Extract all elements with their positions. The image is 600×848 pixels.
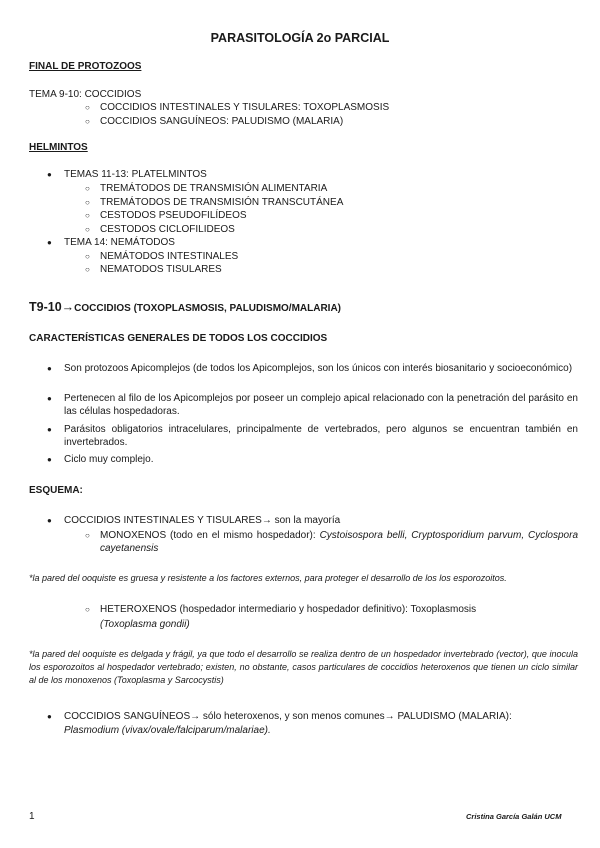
list-item: Pertenecen al filo de los Apicomplejos por poseer un complejo apical relacionado con la penetración del parásito en las células hospedadoras. [64,393,578,417]
tema-11-13: TEMAS 11-13: PLATELMINTOS [64,169,207,180]
bullet-icon: ● [47,238,52,247]
list-item: NEMÁTODOS INTESTINALES [100,251,239,262]
caracteristicas-heading: CARACTERÍSTICAS GENERALES DE TODOS LOS COCCIDIOS [29,333,328,344]
circle-bullet-icon: ○ [85,225,90,234]
page-title: PARASITOLOGÍA 2o PARCIAL [210,31,390,45]
circle-bullet-icon: ○ [85,531,90,540]
section-code: T9-10 [29,300,62,314]
bullet-icon: ● [47,712,52,721]
bullet-icon: ● [47,425,52,434]
plasmodium-species: Plasmodium (vivax/ovale/falciparum/malariae). [64,725,271,736]
note-ooquiste-gruesa: *la pared del ooquiste es gruesa y resistente a los factores externos, para proteger el desarrollo de los los esporozoitos. [29,573,507,583]
monoxenos-item [100,529,578,555]
helmintos-heading: HELMINTOS [29,142,88,153]
tema-14: TEMA 14: NEMÁTODOS [64,237,175,248]
section-title: COCCIDIOS (TOXOPLASMOSIS, PALUDISMO/MALARIA) [74,303,342,314]
list-item: Parásitos obligatorios intracelulares, principalmente de vertebrados, pero algunos se encuentran también en invertebrados. [64,424,578,448]
list-item: COCCIDIOS SANGUÍNEOS: PALUDISMO (MALARIA) [100,116,344,127]
list-item: TREMÁTODOS DE TRANSMISIÓN ALIMENTARIA [100,183,328,194]
circle-bullet-icon: ○ [85,252,90,261]
list-item: TREMÁTODOS DE TRANSMISIÓN TRANSCUTÁNEA [100,197,344,208]
bullet-icon: ● [47,516,52,525]
circle-bullet-icon: ○ [85,198,90,207]
monoxenos-lead: MONOXENOS (todo en el mismo hospedador): [100,530,316,541]
page-number: 1 [29,811,35,822]
list-item: NEMATODOS TISULARES [100,264,222,275]
coccidios-sanguineos: COCCIDIOS SANGUÍNEOS→ sólo heteroxenos, y son menos comunes→ PALUDISMO (MALARIA): [64,711,512,722]
arrow-icon: → [61,300,75,314]
heteroxenos-species: (Toxoplasma gondii) [100,619,190,630]
heteroxenos-item: HETEROXENOS (hospedador intermediario y hospedador definitivo): Toxoplasmosis [100,604,477,615]
bullet-icon: ● [47,455,52,464]
list-item: CESTODOS CICLOFILIDEOS [100,224,235,235]
circle-bullet-icon: ○ [85,605,90,614]
section-heading [29,298,341,316]
esquema-heading: ESQUEMA: [29,485,83,496]
note-ooquiste-delgada: *la pared del ooquiste es delgada y frágil, ya que todo el desarrollo se realiza dentro de un hospedador invertebrado (vector), que inocula los esporozoitos al hospedador vertebrado; existen, no obstante, casos particulares de coccidios heteroxenos que tienen un ciclo similar al de los monoxenos (Toxoplasma y Sarcocystis) [29,649,578,685]
bullet-icon: ● [47,364,52,373]
circle-bullet-icon: ○ [85,103,90,112]
circle-bullet-icon: ○ [85,117,90,126]
coccidios-intestinales: COCCIDIOS INTESTINALES Y TISULARES→ son la mayoría [64,515,341,526]
tema-9-10: TEMA 9-10: COCCIDIOS [29,89,142,100]
bullet-icon: ● [47,170,52,179]
circle-bullet-icon: ○ [85,184,90,193]
circle-bullet-icon: ○ [85,265,90,274]
list-item: Ciclo muy complejo. [64,454,154,465]
list-item: CESTODOS PSEUDOFILÍDEOS [100,210,247,221]
list-item: COCCIDIOS INTESTINALES Y TISULARES: TOXOPLASMOSIS [100,102,390,113]
list-item: Son protozoos Apicomplejos (de todos los Apicomplejos, son los únicos con interés biosanitario y socioeconómico) [64,363,573,374]
circle-bullet-icon: ○ [85,211,90,220]
monoxenos-species: Cystoisospora belli, Cryptosporidium parvum, Cyclospora cayetanensis [100,530,579,554]
final-protozoos-heading: FINAL DE PROTOZOOS [29,61,142,72]
bullet-icon: ● [47,394,52,403]
footer-author: Cristina García Galán UCM [466,812,562,821]
